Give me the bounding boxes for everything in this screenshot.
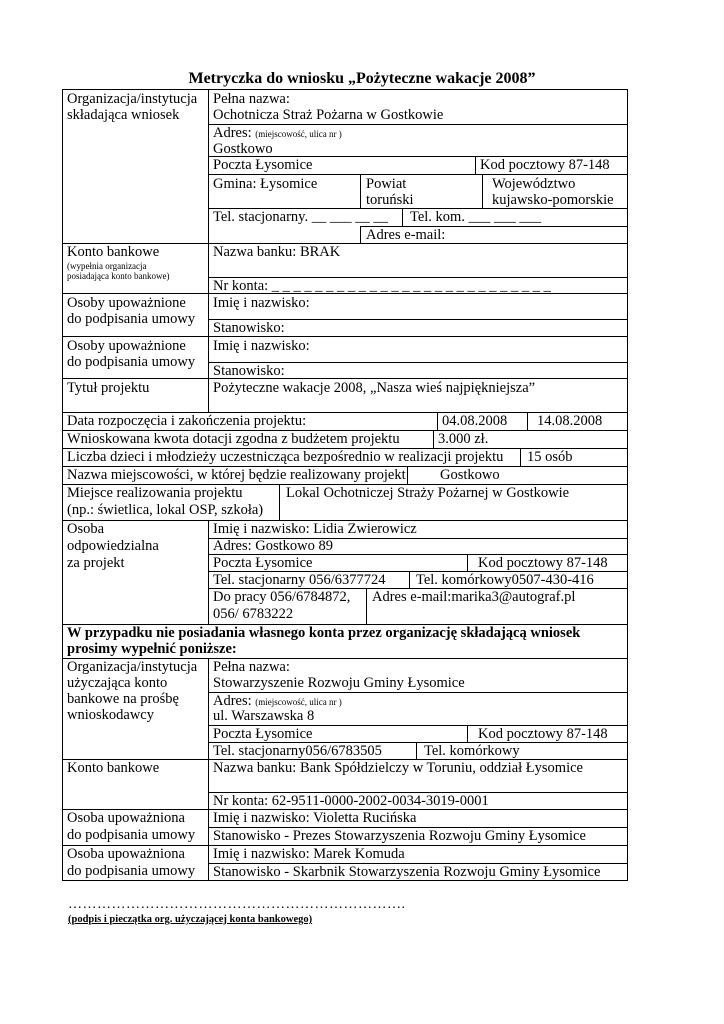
cell-divider [402,208,403,226]
cell-divider [407,466,408,484]
lender-signatory-label: do podpisania umowy [67,863,196,879]
venue-field[interactable]: Lokal Ochotniczej Straży Pożarnej w Gostkowie [286,485,570,501]
signatory-position-field[interactable]: Stanowisko: [213,320,285,336]
amount-field[interactable]: 3.000 zł. [438,431,489,447]
lender-account-number-field[interactable]: Nr konta: 62-9511-0000-2002-0034-3019-0001 [213,793,489,809]
post-office-field[interactable]: Poczta Łysomice [213,157,313,173]
signatory-label: Osoby upoważnione [67,295,186,311]
responsible-work-phone-field[interactable]: Do pracy 056/6784872, [213,589,351,605]
gmina-field[interactable]: Gmina: Łysomice [213,176,318,192]
cell-divider [409,571,410,588]
email-field[interactable]: Adres e-mail: [366,227,446,243]
postal-code-field[interactable]: Kod pocztowy 87-148 [480,157,610,173]
full-name-value[interactable]: Ochotnicza Straż Pożarna w Gostkowie [213,107,444,123]
lender-full-name-label: Pełna nazwa: [213,659,290,675]
children-label: Liczba dzieci i młodzieży uczestnicząca bezpośrednio w realizacji projektu [67,449,504,465]
responsible-work-phone-field[interactable]: 056/ 6783222 [213,606,294,622]
lender-label: bankowe na prośbę [67,691,179,707]
cell-divider [475,156,476,174]
account-number-field[interactable]: Nr konta: _ _ _ _ _ _ _ _ _ _ _ _ _ _ _ _ _ _ _ _ _ _ _ _ _ _ [213,278,551,294]
lender-label: użyczająca konto [67,675,168,691]
amount-label: Wnioskowana kwota dotacji zgodna z budżetem projektu [67,431,400,447]
cell-divider [467,725,468,742]
responsible-mobile-field[interactable]: Tel. komórkowy0507-430-416 [416,572,594,588]
applicant-label: Organizacja/instytucja [67,91,198,107]
signatory-label: Osoby upoważnione [67,338,186,354]
signatory-position-field[interactable]: Stanowisko: [213,363,285,379]
responsible-address-field[interactable]: Adres: Gostkowo 89 [213,538,334,554]
lender-signatory-position-field[interactable]: Stanowisko - Prezes Stowarzyszenia Rozwoju Gminy Łysomice [213,828,586,844]
address-label: Adres: (miejscowość, ulica nr ) [213,125,342,141]
venue-label: (np.: świetlica, lokal OSP, szkoła) [67,502,264,518]
cell-divider [520,448,521,466]
address-value[interactable]: Gostkowo [213,141,273,157]
dates-label: Data rozpoczęcia i zakończenia projektu: [67,413,307,429]
responsible-name-field[interactable]: Imię i nazwisko: Lidia Zwierowicz [213,521,417,537]
lender-bank-name-field[interactable]: Nazwa banku: Bank Spółdzielczy w Toruniu, oddział Łysomice [213,760,583,776]
bank-account-hint: posiadająca konto bankowe) [67,271,170,281]
row-line [62,336,628,337]
notice-text: W przypadku nie posiadania własnego konta przez organizację składającą wniosek [67,625,581,641]
lender-mobile-field[interactable]: Tel. komórkowy [424,743,520,759]
signature-caption: (podpis i pieczątka org. użyczającej konta bankowego) [68,914,313,925]
powiat-value[interactable]: toruński [366,192,414,208]
lender-label: wnioskodawcy [67,707,154,723]
cell-divider [279,484,280,520]
bank-name-field[interactable]: Nazwa banku: BRAK [213,244,341,260]
responsible-label: odpowiedzialna [67,538,159,554]
lender-post-office-field[interactable]: Poczta Łysomice [213,726,313,742]
voivodeship-field[interactable]: Województwo [492,176,576,192]
signatory-label: do podpisania umowy [67,354,196,370]
venue-label: Miejsce realizowania projektu [67,485,243,501]
lender-bank-label: Konto bankowe [67,760,160,776]
lender-signatory-label: Osoba upoważniona [67,846,185,862]
project-title-value[interactable]: Pożyteczne wakacje 2008, „Nasza wieś najpiękniejsza” [213,380,536,396]
cell-divider [433,430,434,448]
table-border-top [62,89,628,90]
cell-divider [416,742,417,759]
end-date-field[interactable]: 14.08.2008 [537,413,603,429]
signatory-label: do podpisania umowy [67,311,196,327]
voivodeship-value[interactable]: kujawsko-pomorskie [492,192,614,208]
responsible-phone-field[interactable]: Tel. stacjonarny 056/6377724 [213,572,386,588]
responsible-post-office-field[interactable]: Poczta Łysomice [213,555,313,571]
lender-signatory-name-field[interactable]: Imię i nazwisko: Marek Komuda [213,846,405,862]
lender-signatory-label: do podpisania umowy [67,827,196,843]
address-hint: (miejscowość, ulica nr ) [255,697,342,707]
form-table [62,89,628,881]
children-field[interactable]: 15 osób [527,449,573,465]
signature-line: ……………………………………………………………. [68,897,406,912]
responsible-label: Osoba [67,521,105,537]
cell-divider [366,588,367,624]
bank-account-label: Konto bankowe [67,244,160,260]
lender-signatory-name-field[interactable]: Imię i nazwisko: Violetta Rucińska [213,810,417,826]
applicant-label: składająca wniosek [67,107,180,123]
table-border-left [62,89,63,881]
notice-text: prosimy wypełnić poniższe: [67,641,237,657]
town-label: Nazwa miejscowości, w której będzie realizowany projekt [67,467,406,483]
bank-account-hint: (wypełnia organizacja [67,261,147,271]
town-field[interactable]: Gostkowo [440,467,500,483]
responsible-label: za projekt [67,555,125,571]
cell-divider [482,174,483,208]
start-date-field[interactable]: 04.08.2008 [442,413,508,429]
lender-signatory-position-field[interactable]: Stanowisko - Skarbnik Stowarzyszenia Rozwoju Gminy Łysomice [213,864,601,880]
cell-divider [467,554,468,571]
row-line [62,378,628,379]
lender-address-label: Adres: (miejscowość, ulica nr ) [213,693,342,709]
lender-postal-code-field[interactable]: Kod pocztowy 87-148 [478,726,608,742]
lender-phone-field[interactable]: Tel. stacjonarny056/6783505 [213,743,382,759]
responsible-postal-code-field[interactable]: Kod pocztowy 87-148 [478,555,608,571]
address-hint: (miejscowość, ulica nr ) [255,129,342,139]
column-divider [208,520,209,624]
responsible-email-field[interactable]: Adres e-mail:marika3@autograf.pl [372,589,576,605]
cell-divider [360,174,361,208]
cell-divider [437,412,438,430]
lender-signatory-label: Osoba upoważniona [67,810,185,826]
column-divider [208,378,209,412]
document-title: Metryczka do wniosku „Pożyteczne wakacje 2008” [188,70,536,87]
project-title-label: Tytuł projektu [67,380,150,396]
phone-field[interactable]: Tel. stacjonarny. __ ___ __ __ [213,209,388,225]
mobile-field[interactable]: Tel. kom. ___ ___ ___ [410,209,542,225]
full-name-label: Pełna nazwa: [213,91,290,107]
lender-label: Organizacja/instytucja [67,659,198,675]
column-divider [208,322,209,378]
lender-address-field[interactable]: ul. Warszawska 8 [213,708,315,724]
cell-divider [527,412,528,430]
powiat-field[interactable]: Powiat [366,176,407,192]
cell-divider [360,226,361,243]
lender-full-name-field[interactable]: Stowarzyszenie Rozwoju Gminy Łysomice [213,675,465,691]
signatory-name-field[interactable]: Imię i nazwisko: [213,295,310,311]
signatory-name-field[interactable]: Imię i nazwisko: [213,338,310,354]
row-line [208,174,628,175]
